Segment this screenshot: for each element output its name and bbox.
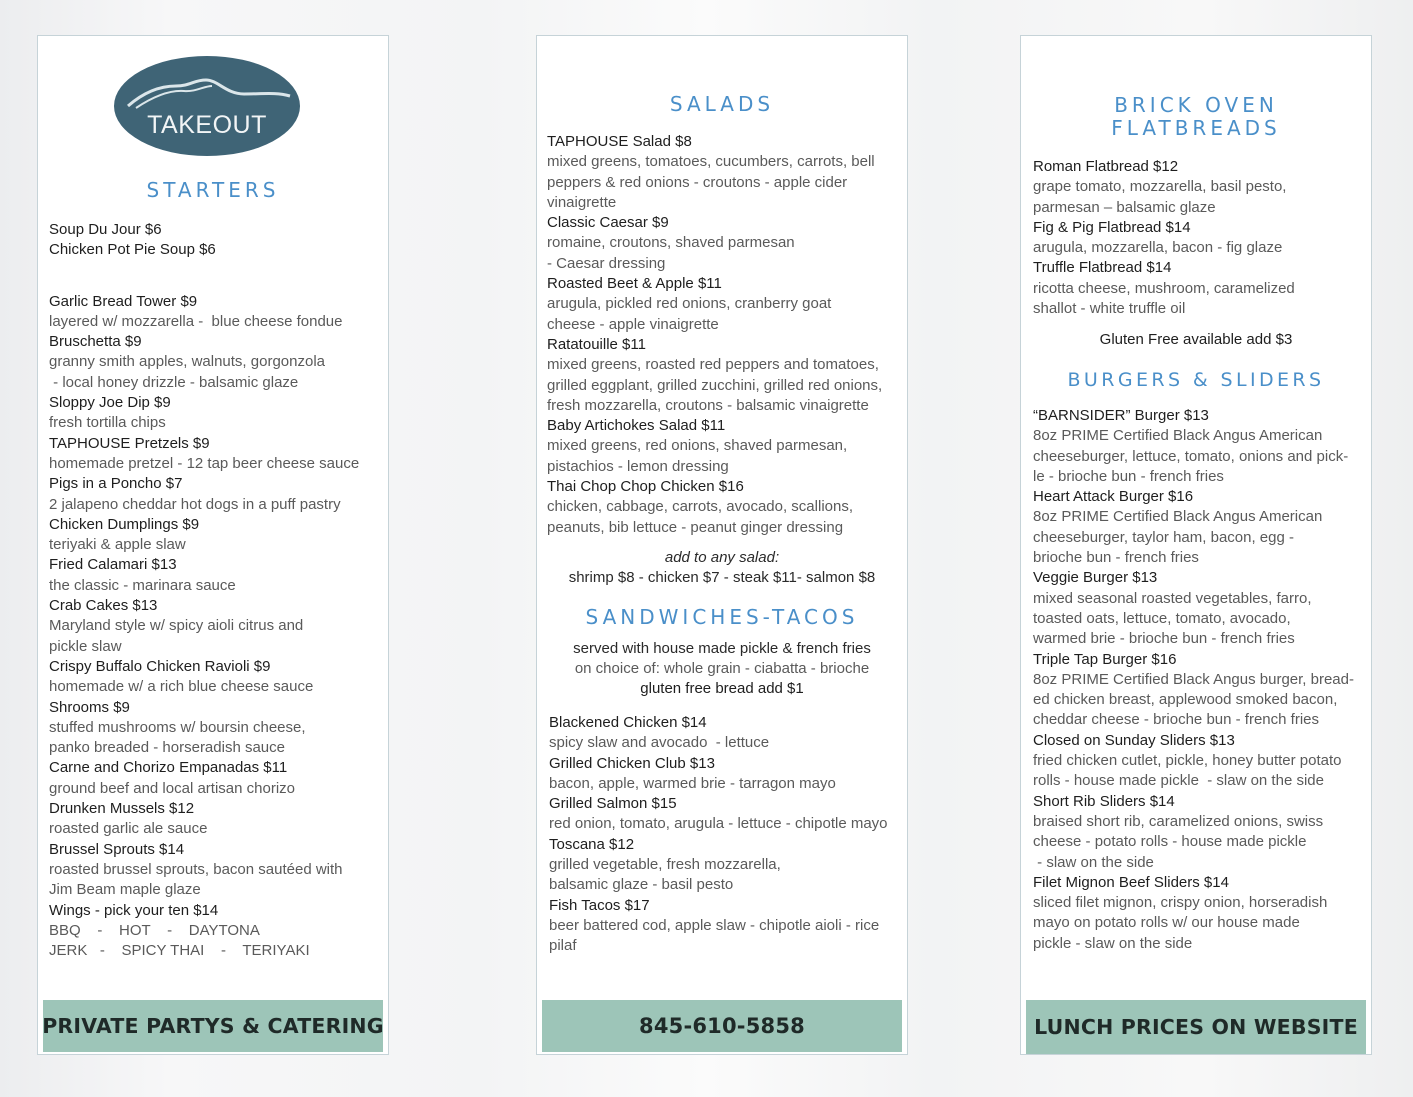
menu-item <box>49 555 384 596</box>
gluten-free-bread-text: gluten free bread add $1 <box>640 680 804 697</box>
menu-item-name: Garlic Bread Tower $9 <box>49 292 198 310</box>
menu-item <box>49 474 384 515</box>
starters-heading: STARTERS <box>146 178 280 202</box>
menu-item-name: Closed on Sunday Sliders $13 <box>1033 731 1235 749</box>
menu-item-name: Sloppy Joe Dip $9 <box>49 394 171 412</box>
bread-choice-text: on choice of: whole grain - ciabatta - brioche <box>574 660 870 677</box>
spacer <box>49 261 384 292</box>
menu-item <box>1033 873 1368 954</box>
catering-footer: PRIVATE PARTYS & CATERING <box>43 1000 383 1052</box>
lunch-prices-footer: LUNCH PRICES ON WEBSITE <box>1026 1000 1366 1054</box>
menu-item-name: Fig & Pig Flatbread $14 <box>1033 218 1191 236</box>
menu-item-description: Maryland style w/ spicy aioli citrus and <box>49 617 304 635</box>
wing-flavors: BBQ - HOT - DAYTONA <box>49 921 260 939</box>
menu-item-description: rolls - house made pickle - slaw on the side <box>1033 772 1324 790</box>
menu-item-description: mixed greens, tomatoes, cucumbers, carrots, bell <box>547 153 875 171</box>
menu-item-name: Soup Du Jour $6 <box>49 221 162 238</box>
menu-item-name: Triple Tap Burger $16 <box>1033 650 1177 668</box>
menu-item-description: fresh tortilla chips <box>49 414 166 432</box>
menu-item-name: Roman Flatbread $12 <box>1033 158 1179 175</box>
menu-item-description: cheeseburger, lettuce, tomato, onions and pick- <box>1033 447 1349 465</box>
menu-item-name: Heart Attack Burger $16 <box>1033 488 1194 506</box>
menu-item-description: cheeseburger, taylor ham, bacon, egg - <box>1033 528 1294 546</box>
menu-item-description: layered w/ mozzarella - blue cheese fondue <box>49 312 343 330</box>
menu-item-description: pilaf <box>549 937 577 955</box>
menu-item-description: mayo on potato rolls w/ our house made <box>1033 914 1300 932</box>
wing-flavors: JERK - SPICY THAI - TERIYAKI <box>49 942 310 960</box>
menu-item-name: Ratatouille $11 <box>547 335 646 353</box>
menu-item-description: sliced filet mignon, crispy onion, horseradish <box>1033 894 1328 912</box>
takeout-logo <box>114 56 300 156</box>
menu-item <box>49 332 384 393</box>
menu-item-description: toasted oats, lettuce, tomato, avocado, <box>1033 609 1291 627</box>
menu-item-name: Grilled Salmon $15 <box>549 795 677 813</box>
gluten-free-flatbread-text: Gluten Free available add $3 <box>1099 331 1293 348</box>
menu-item-name: Crab Cakes $13 <box>49 597 158 615</box>
menu-item-description: cheese - apple vinaigrette <box>547 315 719 333</box>
menu-item-description: grilled vegetable, fresh mozzarella, <box>549 856 781 874</box>
menu-item-description: homemade w/ a rich blue cheese sauce <box>49 678 314 696</box>
menu-item <box>547 477 905 538</box>
burgers-heading: BURGERS & SLIDERS <box>1067 369 1325 391</box>
sandwiches-heading: SANDWICHES-TACOS <box>585 605 859 629</box>
menu-item <box>547 274 905 335</box>
menu-item-description: 8oz PRIME Certified Black Angus burger, bread- <box>1033 670 1354 688</box>
menu-item-name: Chicken Dumplings $9 <box>49 515 200 533</box>
flatbreads-list <box>1033 157 1368 319</box>
menu-item-description: pickle - slaw on the side <box>1033 934 1193 952</box>
menu-item-description: chicken, cabbage, carrots, avocado, scallions, <box>547 498 853 516</box>
menu-item-description: ed chicken breast, applewood smoked bacon, <box>1033 691 1338 709</box>
served-with-text: served with house made pickle & french fries <box>573 640 871 657</box>
menu-item-name: Drunken Mussels $12 <box>49 800 195 818</box>
menu-item <box>49 698 384 759</box>
salads-heading: SALADS <box>669 92 775 116</box>
starters-panel <box>37 35 389 1055</box>
menu-item-name: Baby Artichokes Salad $11 <box>547 417 726 435</box>
menu-item <box>549 794 907 835</box>
menu-item-name: Wings - pick your ten $14 <box>49 901 219 919</box>
menu-item-description: - local honey drizzle - balsamic glaze <box>49 373 299 391</box>
menu-item-description: grilled eggplant, grilled zucchini, grilled red onions, <box>547 376 883 394</box>
menu-item <box>49 292 384 333</box>
menu-item-description: brioche bun - french fries <box>1033 549 1199 567</box>
menu-item <box>549 713 907 754</box>
starters-list <box>49 220 384 961</box>
menu-item <box>549 835 907 896</box>
menu-item-description: parmesan – balsamic glaze <box>1033 198 1216 216</box>
menu-item-name: Chicken Pot Pie Soup $6 <box>49 241 216 259</box>
menu-item-description: Jim Beam maple glaze <box>49 881 201 899</box>
menu-item <box>1033 487 1368 568</box>
menu-item-description: romaine, croutons, shaved parmesan <box>547 234 795 252</box>
menu-item <box>1033 650 1368 731</box>
menu-item-description: teriyaki & apple slaw <box>49 536 186 554</box>
menu-item-description: vinaigrette <box>547 193 617 211</box>
menu-item-description: roasted brussel sprouts, bacon sautéed with <box>49 860 343 878</box>
menu-item <box>49 758 384 799</box>
menu-item-description: 8oz PRIME Certified Black Angus American <box>1033 427 1323 445</box>
mountain-icon <box>114 56 300 156</box>
menu-item-description: beer battered cod, apple slaw - chipotle aioli - rice <box>549 916 880 934</box>
menu-item-name: Fish Tacos $17 <box>549 896 650 914</box>
menu-item <box>549 896 907 957</box>
menu-item-name: Carne and Chorizo Empanadas $11 <box>49 759 288 777</box>
menu-item <box>547 132 905 213</box>
menu-item-description: cheddar cheese - brioche bun - french fries <box>1033 711 1319 729</box>
menu-item-name: “BARNSIDER” Burger $13 <box>1033 407 1209 424</box>
menu-item-description: pickle slaw <box>49 637 122 655</box>
menu-item <box>49 220 384 240</box>
flatbreads-burgers-panel <box>1020 35 1372 1055</box>
menu-item-description: fried chicken cutlet, pickle, honey butter potato <box>1033 752 1342 770</box>
menu-item-name: Fried Calamari $13 <box>49 556 177 574</box>
flatbreads-heading-line1: BRICK OVEN <box>1114 93 1278 117</box>
add-to-salad-label: add to any salad: <box>664 549 780 566</box>
sandwiches-list <box>549 713 907 957</box>
menu-item <box>1033 792 1368 873</box>
salads-list <box>547 132 905 538</box>
menu-item-description: le - brioche bun - french fries <box>1033 467 1224 485</box>
menu-item-description: fresh mozzarella, croutons - balsamic vinaigrette <box>547 396 869 414</box>
menu-item <box>49 515 384 556</box>
menu-item-description: shallot - white truffle oil <box>1033 300 1186 318</box>
menu-item-description: ground beef and local artisan chorizo <box>49 779 295 797</box>
menu-item-description: mixed greens, red onions, shaved parmesan, <box>547 437 848 455</box>
menu-item-name: Brussel Sprouts $14 <box>49 840 185 858</box>
menu-item-name: Toscana $12 <box>549 835 635 853</box>
menu-item-name: Roasted Beet & Apple $11 <box>547 275 722 293</box>
menu-item-description: balsamic glaze - basil pesto <box>549 876 734 894</box>
menu-item <box>49 434 384 475</box>
menu-item-description: mixed seasonal roasted vegetables, farro, <box>1033 589 1312 607</box>
menu-item-description: braised short rib, caramelized onions, swiss <box>1033 812 1324 830</box>
menu-item-description: pistachios - lemon dressing <box>547 457 729 475</box>
menu-item-description: ricotta cheese, mushroom, caramelized <box>1033 279 1295 297</box>
menu-item-description: spicy slaw and avocado - lettuce <box>549 734 770 752</box>
menu-item-name: TAPHOUSE Salad $8 <box>547 133 692 150</box>
menu-item-description: granny smith apples, walnuts, gorgonzola <box>49 353 325 371</box>
menu-item <box>1033 218 1368 259</box>
salads-sandwiches-panel <box>536 35 908 1055</box>
menu-item <box>49 840 384 901</box>
menu-item <box>549 754 907 795</box>
menu-item <box>547 335 905 416</box>
menu-item-name: Veggie Burger $13 <box>1033 569 1158 587</box>
menu-item-name: Filet Mignon Beef Sliders $14 <box>1033 873 1229 891</box>
menu-item-description: - Caesar dressing <box>547 254 666 272</box>
menu-item-description: red onion, tomato, arugula - lettuce - chipotle mayo <box>549 815 888 833</box>
menu-item-name: Shrooms $9 <box>49 698 130 716</box>
burgers-list <box>1033 406 1368 954</box>
menu-item-description: cheese - potato rolls - house made pickle <box>1033 833 1307 851</box>
menu-item-description: peanuts, bib lettuce - peanut ginger dressing <box>547 518 844 536</box>
menu-item-description: mixed greens, roasted red peppers and tomatoes, <box>547 356 879 374</box>
menu-item-description: roasted garlic ale sauce <box>49 820 208 838</box>
menu-item-description: 8oz PRIME Certified Black Angus American <box>1033 508 1323 526</box>
menu-item <box>547 213 905 274</box>
menu-item-name: Grilled Chicken Club $13 <box>549 754 715 772</box>
menu-item-name: Thai Chop Chop Chicken $16 <box>547 478 744 496</box>
phone-footer: 845-610-5858 <box>542 1000 902 1052</box>
menu-item <box>1033 157 1368 218</box>
menu-item-name: Blackened Chicken $14 <box>549 714 707 731</box>
menu-item-description: - slaw on the side <box>1033 853 1154 871</box>
menu-item-description: warmed brie - brioche bun - french fries <box>1033 630 1295 648</box>
menu-item <box>49 240 384 260</box>
menu-item-name: Pigs in a Poncho $7 <box>49 475 183 493</box>
menu-item-name: Short Rib Sliders $14 <box>1033 792 1175 810</box>
menu-item-name: Crispy Buffalo Chicken Ravioli $9 <box>49 657 271 675</box>
menu-item <box>1033 568 1368 649</box>
add-to-salad-options: shrimp $8 - chicken $7 - steak $11- salmon $8 <box>568 569 876 586</box>
menu-item <box>49 393 384 434</box>
menu-item-name: Bruschetta $9 <box>49 333 142 351</box>
menu-item <box>49 596 384 657</box>
menu-item-description: bacon, apple, warmed brie - tarragon mayo <box>549 774 836 792</box>
menu-item-description: 2 jalapeno cheddar hot dogs in a puff pastry <box>49 495 341 513</box>
menu-item <box>1033 406 1368 487</box>
menu-item <box>547 416 905 477</box>
menu-item-description: stuffed mushrooms w/ boursin cheese, <box>49 718 306 736</box>
menu-item-description: peppers & red onions - croutons - apple cider <box>547 173 848 191</box>
menu-item-description: grape tomato, mozzarella, basil pesto, <box>1033 178 1287 196</box>
menu-item-description: panko breaded - horseradish sauce <box>49 739 285 757</box>
menu-item-description: arugula, pickled red onions, cranberry goat <box>547 295 832 313</box>
menu-item-name: Classic Caesar $9 <box>547 214 669 232</box>
menu-item <box>1033 258 1368 319</box>
logo-text: TAKEOUT <box>147 111 267 139</box>
menu-item-description: homemade pretzel - 12 tap beer cheese sauce <box>49 454 360 472</box>
menu-item <box>1033 731 1368 792</box>
flatbreads-heading-line2: FLATBREADS <box>1111 116 1281 140</box>
menu-item <box>49 799 384 840</box>
menu-item-name: Truffle Flatbread $14 <box>1033 259 1172 277</box>
menu-item-description: arugula, mozzarella, bacon - fig glaze <box>1033 239 1283 257</box>
menu-item-name: TAPHOUSE Pretzels $9 <box>49 434 210 452</box>
menu-item-description: the classic - marinara sauce <box>49 576 236 594</box>
menu-item <box>49 901 384 921</box>
menu-item <box>49 657 384 698</box>
